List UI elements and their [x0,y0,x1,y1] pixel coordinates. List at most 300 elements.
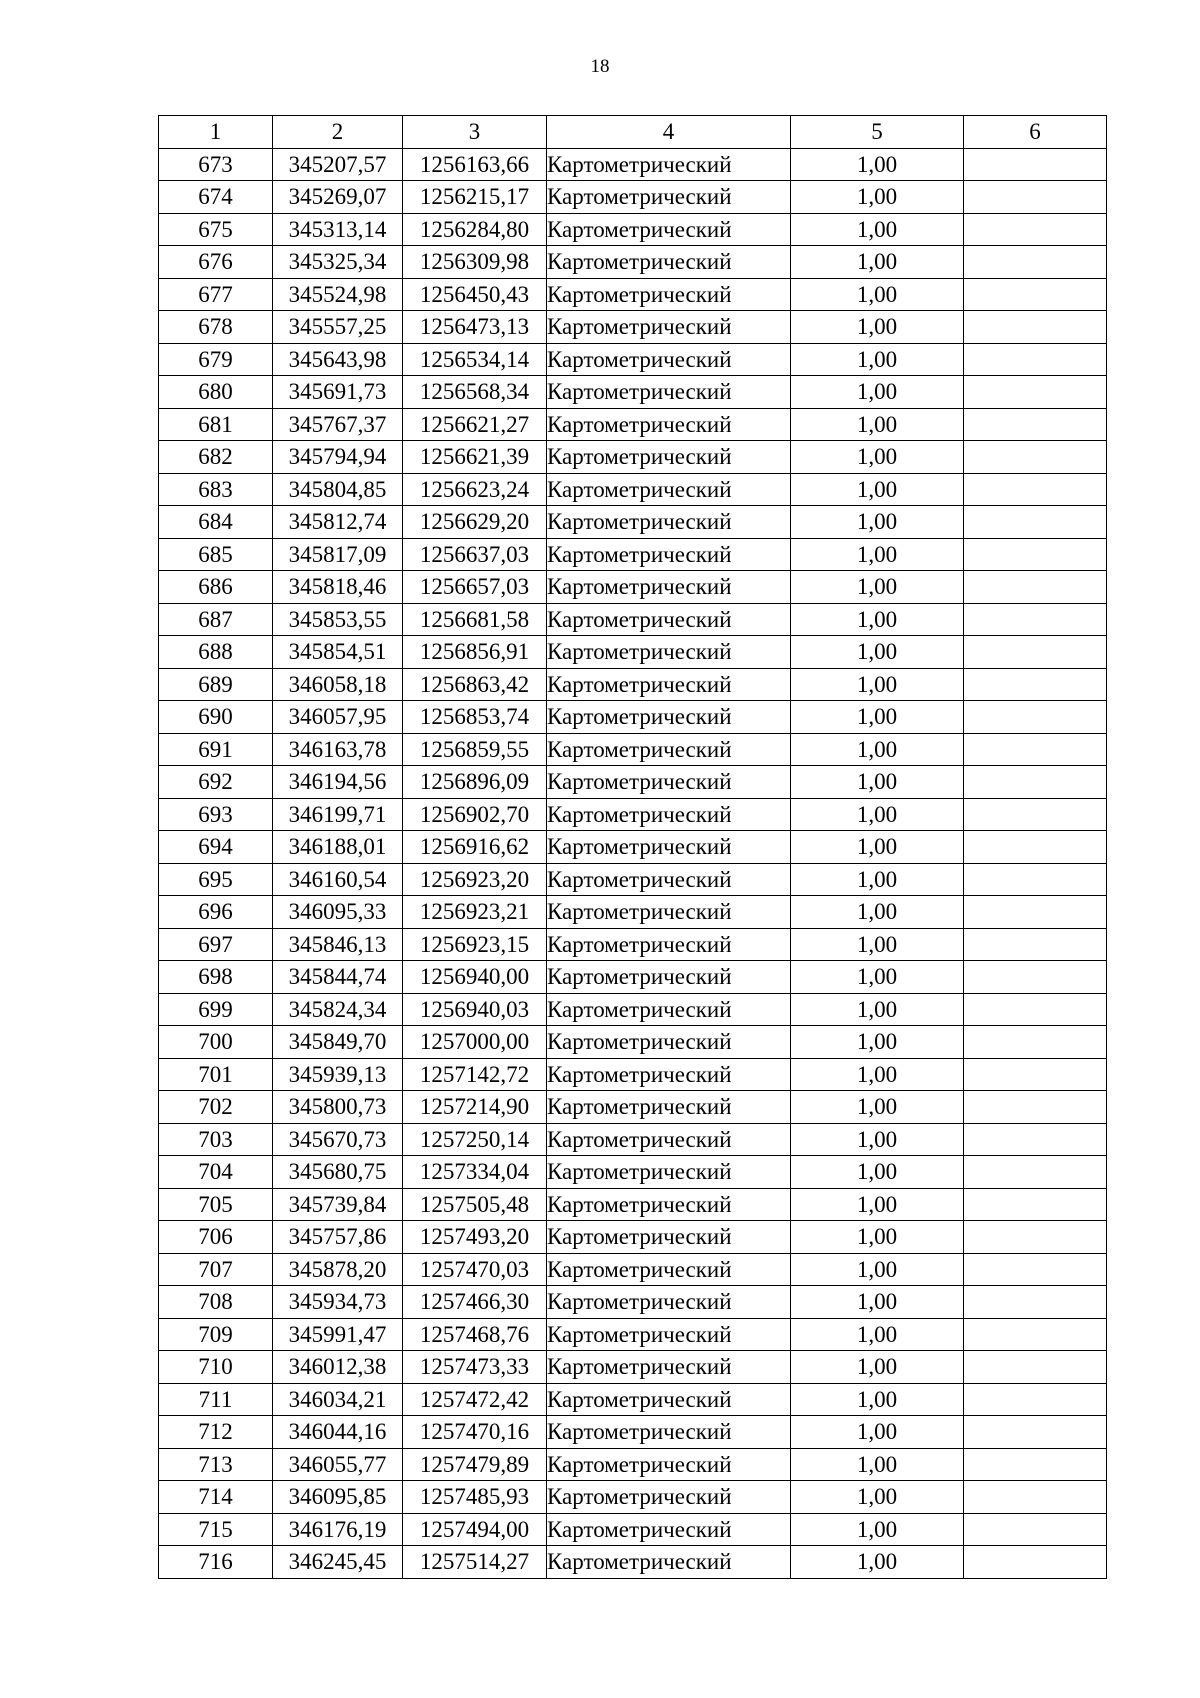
cell-accuracy: 1,00 [791,1091,964,1124]
cell-accuracy: 1,00 [791,311,964,344]
cell-accuracy: 1,00 [791,733,964,766]
cell-point-number: 676 [159,246,273,279]
cell-accuracy: 1,00 [791,1383,964,1416]
cell-note [964,506,1107,539]
column-header: 2 [273,116,403,149]
cell-x-coordinate: 345325,34 [273,246,403,279]
cell-y-coordinate: 1257470,03 [403,1253,547,1286]
cell-x-coordinate: 345824,34 [273,993,403,1026]
cell-method: Картометрический [547,1546,791,1579]
cell-accuracy: 1,00 [791,1481,964,1514]
cell-accuracy: 1,00 [791,798,964,831]
cell-y-coordinate: 1257142,72 [403,1058,547,1091]
table-row [159,863,1107,896]
cell-note [964,408,1107,441]
cell-y-coordinate: 1256923,15 [403,928,547,961]
cell-method: Картометрический [547,278,791,311]
cell-x-coordinate: 345757,86 [273,1221,403,1254]
cell-note [964,1481,1107,1514]
page-number: 18 [590,56,610,77]
cell-accuracy: 1,00 [791,1123,964,1156]
cell-x-coordinate: 345812,74 [273,506,403,539]
cell-x-coordinate: 346194,56 [273,766,403,799]
cell-method: Картометрический [547,766,791,799]
table-row [159,213,1107,246]
cell-point-number: 700 [159,1026,273,1059]
coordinates-table [158,115,1107,1579]
cell-method: Картометрический [547,603,791,636]
cell-y-coordinate: 1256916,62 [403,831,547,864]
cell-point-number: 715 [159,1513,273,1546]
cell-y-coordinate: 1257493,20 [403,1221,547,1254]
cell-method: Картометрический [547,1123,791,1156]
cell-method: Картометрический [547,928,791,961]
table-row [159,278,1107,311]
cell-point-number: 678 [159,311,273,344]
table-row [159,1481,1107,1514]
cell-note [964,343,1107,376]
cell-point-number: 687 [159,603,273,636]
cell-note [964,148,1107,181]
cell-accuracy: 1,00 [791,376,964,409]
cell-method: Картометрический [547,1416,791,1449]
cell-accuracy: 1,00 [791,213,964,246]
column-header: 4 [547,116,791,149]
cell-point-number: 679 [159,343,273,376]
cell-note [964,928,1107,961]
cell-method: Картометрический [547,1481,791,1514]
cell-note [964,538,1107,571]
cell-x-coordinate: 345878,20 [273,1253,403,1286]
table-row [159,1123,1107,1156]
table-row [159,668,1107,701]
cell-note [964,441,1107,474]
cell-method: Картометрический [547,148,791,181]
cell-note [964,961,1107,994]
cell-note [964,1253,1107,1286]
cell-x-coordinate: 345844,74 [273,961,403,994]
cell-x-coordinate: 346163,78 [273,733,403,766]
cell-point-number: 682 [159,441,273,474]
cell-note [964,668,1107,701]
cell-y-coordinate: 1256621,27 [403,408,547,441]
cell-x-coordinate: 345991,47 [273,1318,403,1351]
cell-accuracy: 1,00 [791,701,964,734]
cell-x-coordinate: 345680,75 [273,1156,403,1189]
cell-y-coordinate: 1256940,03 [403,993,547,1026]
column-header: 1 [159,116,273,149]
cell-y-coordinate: 1256657,03 [403,571,547,604]
cell-accuracy: 1,00 [791,896,964,929]
cell-accuracy: 1,00 [791,1546,964,1579]
cell-method: Картометрический [547,1156,791,1189]
cell-note [964,1188,1107,1221]
cell-point-number: 708 [159,1286,273,1319]
cell-y-coordinate: 1256940,00 [403,961,547,994]
cell-y-coordinate: 1257466,30 [403,1286,547,1319]
cell-note [964,603,1107,636]
cell-method: Картометрический [547,181,791,214]
cell-y-coordinate: 1256853,74 [403,701,547,734]
cell-point-number: 680 [159,376,273,409]
cell-note [964,831,1107,864]
cell-point-number: 692 [159,766,273,799]
cell-y-coordinate: 1256215,17 [403,181,547,214]
cell-point-number: 703 [159,1123,273,1156]
cell-method: Картометрический [547,831,791,864]
cell-point-number: 674 [159,181,273,214]
cell-method: Картометрический [547,441,791,474]
cell-accuracy: 1,00 [791,928,964,961]
cell-note [964,376,1107,409]
table-row [159,701,1107,734]
cell-note [964,1383,1107,1416]
cell-y-coordinate: 1257472,42 [403,1383,547,1416]
cell-note [964,213,1107,246]
cell-x-coordinate: 345739,84 [273,1188,403,1221]
cell-method: Картометрический [547,246,791,279]
cell-x-coordinate: 345934,73 [273,1286,403,1319]
cell-point-number: 699 [159,993,273,1026]
cell-point-number: 710 [159,1351,273,1384]
cell-accuracy: 1,00 [791,1253,964,1286]
table-row [159,571,1107,604]
cell-method: Картометрический [547,1058,791,1091]
cell-note [964,1448,1107,1481]
cell-point-number: 686 [159,571,273,604]
cell-accuracy: 1,00 [791,473,964,506]
cell-note [964,1123,1107,1156]
cell-x-coordinate: 345643,98 [273,343,403,376]
cell-y-coordinate: 1256629,20 [403,506,547,539]
table-row [159,896,1107,929]
table-row [159,1156,1107,1189]
cell-method: Картометрический [547,376,791,409]
cell-y-coordinate: 1256896,09 [403,766,547,799]
table-row [159,148,1107,181]
cell-x-coordinate: 345804,85 [273,473,403,506]
cell-y-coordinate: 1257468,76 [403,1318,547,1351]
cell-note [964,701,1107,734]
table-body [159,116,1107,1579]
table-row [159,1091,1107,1124]
cell-note [964,798,1107,831]
cell-note [964,863,1107,896]
cell-note [964,766,1107,799]
cell-point-number: 677 [159,278,273,311]
cell-method: Картометрический [547,343,791,376]
cell-point-number: 691 [159,733,273,766]
cell-accuracy: 1,00 [791,668,964,701]
table-row [159,831,1107,864]
cell-note [964,896,1107,929]
table-row [159,1286,1107,1319]
table-row [159,1188,1107,1221]
cell-y-coordinate: 1257479,89 [403,1448,547,1481]
table-row [159,538,1107,571]
cell-accuracy: 1,00 [791,1221,964,1254]
cell-point-number: 698 [159,961,273,994]
cell-x-coordinate: 345269,07 [273,181,403,214]
cell-x-coordinate: 345939,13 [273,1058,403,1091]
cell-point-number: 688 [159,636,273,669]
cell-method: Картометрический [547,961,791,994]
table-row [159,181,1107,214]
table-row [159,993,1107,1026]
cell-method: Картометрический [547,571,791,604]
cell-x-coordinate: 346095,85 [273,1481,403,1514]
cell-method: Картометрический [547,636,791,669]
cell-x-coordinate: 345313,14 [273,213,403,246]
cell-y-coordinate: 1256568,34 [403,376,547,409]
cell-accuracy: 1,00 [791,441,964,474]
cell-x-coordinate: 345524,98 [273,278,403,311]
cell-x-coordinate: 345854,51 [273,636,403,669]
cell-method: Картометрический [547,1188,791,1221]
cell-accuracy: 1,00 [791,1156,964,1189]
cell-accuracy: 1,00 [791,538,964,571]
cell-y-coordinate: 1257334,04 [403,1156,547,1189]
table-row [159,798,1107,831]
cell-point-number: 711 [159,1383,273,1416]
cell-accuracy: 1,00 [791,863,964,896]
cell-accuracy: 1,00 [791,1513,964,1546]
cell-note [964,181,1107,214]
cell-note [964,1351,1107,1384]
cell-y-coordinate: 1257485,93 [403,1481,547,1514]
table-row [159,928,1107,961]
cell-x-coordinate: 346044,16 [273,1416,403,1449]
table-row [159,408,1107,441]
cell-accuracy: 1,00 [791,181,964,214]
cell-x-coordinate: 346188,01 [273,831,403,864]
cell-x-coordinate: 346176,19 [273,1513,403,1546]
cell-note [964,278,1107,311]
cell-point-number: 695 [159,863,273,896]
cell-method: Картометрический [547,733,791,766]
column-header: 5 [791,116,964,149]
cell-method: Картометрический [547,311,791,344]
cell-method: Картометрический [547,1026,791,1059]
table-row [159,1383,1107,1416]
cell-note [964,1156,1107,1189]
cell-y-coordinate: 1257514,27 [403,1546,547,1579]
cell-accuracy: 1,00 [791,1026,964,1059]
cell-note [964,733,1107,766]
cell-accuracy: 1,00 [791,148,964,181]
cell-point-number: 713 [159,1448,273,1481]
cell-method: Картометрический [547,1253,791,1286]
cell-point-number: 684 [159,506,273,539]
cell-note [964,311,1107,344]
cell-accuracy: 1,00 [791,636,964,669]
cell-accuracy: 1,00 [791,1448,964,1481]
table-row [159,1253,1107,1286]
cell-x-coordinate: 345846,13 [273,928,403,961]
cell-point-number: 701 [159,1058,273,1091]
cell-accuracy: 1,00 [791,766,964,799]
cell-method: Картометрический [547,1383,791,1416]
cell-point-number: 683 [159,473,273,506]
cell-method: Картометрический [547,473,791,506]
cell-accuracy: 1,00 [791,1188,964,1221]
table-row [159,1448,1107,1481]
cell-y-coordinate: 1257470,16 [403,1416,547,1449]
cell-y-coordinate: 1256284,80 [403,213,547,246]
cell-y-coordinate: 1256623,24 [403,473,547,506]
cell-note [964,1286,1107,1319]
table-row [159,506,1107,539]
cell-accuracy: 1,00 [791,408,964,441]
cell-x-coordinate: 345691,73 [273,376,403,409]
cell-note [964,1318,1107,1351]
cell-y-coordinate: 1257473,33 [403,1351,547,1384]
cell-point-number: 714 [159,1481,273,1514]
cell-point-number: 705 [159,1188,273,1221]
cell-x-coordinate: 345670,73 [273,1123,403,1156]
cell-x-coordinate: 345817,09 [273,538,403,571]
cell-note [964,636,1107,669]
cell-accuracy: 1,00 [791,1416,964,1449]
table-row [159,1221,1107,1254]
cell-y-coordinate: 1256450,43 [403,278,547,311]
table-row [159,1351,1107,1384]
cell-point-number: 696 [159,896,273,929]
cell-x-coordinate: 346199,71 [273,798,403,831]
cell-y-coordinate: 1256923,21 [403,896,547,929]
cell-y-coordinate: 1256637,03 [403,538,547,571]
cell-note [964,1416,1107,1449]
cell-x-coordinate: 346058,18 [273,668,403,701]
cell-accuracy: 1,00 [791,246,964,279]
cell-y-coordinate: 1256863,42 [403,668,547,701]
cell-accuracy: 1,00 [791,831,964,864]
cell-accuracy: 1,00 [791,506,964,539]
table-row [159,1416,1107,1449]
cell-point-number: 707 [159,1253,273,1286]
cell-x-coordinate: 345794,94 [273,441,403,474]
cell-method: Картометрический [547,213,791,246]
cell-accuracy: 1,00 [791,343,964,376]
table-row [159,1026,1107,1059]
cell-accuracy: 1,00 [791,603,964,636]
cell-accuracy: 1,00 [791,1351,964,1384]
cell-y-coordinate: 1256856,91 [403,636,547,669]
cell-method: Картометрический [547,506,791,539]
cell-note [964,1546,1107,1579]
cell-x-coordinate: 346095,33 [273,896,403,929]
cell-point-number: 693 [159,798,273,831]
column-header: 3 [403,116,547,149]
table-header-row [159,116,1107,149]
table-row [159,343,1107,376]
cell-point-number: 673 [159,148,273,181]
cell-accuracy: 1,00 [791,1058,964,1091]
cell-x-coordinate: 345849,70 [273,1026,403,1059]
cell-y-coordinate: 1256681,58 [403,603,547,636]
cell-note [964,571,1107,604]
cell-accuracy: 1,00 [791,961,964,994]
table-row [159,1513,1107,1546]
cell-point-number: 704 [159,1156,273,1189]
cell-x-coordinate: 346245,45 [273,1546,403,1579]
cell-method: Картометрический [547,1351,791,1384]
cell-accuracy: 1,00 [791,1286,964,1319]
cell-accuracy: 1,00 [791,278,964,311]
cell-x-coordinate: 345207,57 [273,148,403,181]
cell-x-coordinate: 346057,95 [273,701,403,734]
table-row [159,311,1107,344]
cell-x-coordinate: 346012,38 [273,1351,403,1384]
cell-x-coordinate: 345818,46 [273,571,403,604]
cell-method: Картометрический [547,1091,791,1124]
cell-method: Картометрический [547,701,791,734]
table-row [159,766,1107,799]
cell-y-coordinate: 1256163,66 [403,148,547,181]
cell-x-coordinate: 346034,21 [273,1383,403,1416]
cell-point-number: 702 [159,1091,273,1124]
cell-x-coordinate: 345557,25 [273,311,403,344]
cell-note [964,993,1107,1026]
cell-point-number: 709 [159,1318,273,1351]
cell-y-coordinate: 1256621,39 [403,441,547,474]
table-row [159,733,1107,766]
cell-point-number: 685 [159,538,273,571]
cell-x-coordinate: 346055,77 [273,1448,403,1481]
cell-x-coordinate: 345767,37 [273,408,403,441]
cell-method: Картометрический [547,863,791,896]
cell-y-coordinate: 1256309,98 [403,246,547,279]
table-row [159,1318,1107,1351]
cell-method: Картометрический [547,1221,791,1254]
cell-y-coordinate: 1256902,70 [403,798,547,831]
cell-method: Картометрический [547,668,791,701]
cell-method: Картометрический [547,993,791,1026]
cell-y-coordinate: 1257494,00 [403,1513,547,1546]
table-row [159,473,1107,506]
cell-y-coordinate: 1256534,14 [403,343,547,376]
table-row [159,441,1107,474]
cell-method: Картометрический [547,1448,791,1481]
cell-point-number: 681 [159,408,273,441]
cell-method: Картометрический [547,1318,791,1351]
table-row [159,961,1107,994]
cell-y-coordinate: 1256923,20 [403,863,547,896]
cell-point-number: 690 [159,701,273,734]
cell-method: Картометрический [547,1513,791,1546]
cell-y-coordinate: 1257505,48 [403,1188,547,1221]
table-row [159,1546,1107,1579]
cell-x-coordinate: 345800,73 [273,1091,403,1124]
table-row [159,376,1107,409]
cell-method: Картометрический [547,538,791,571]
table-row [159,636,1107,669]
cell-x-coordinate: 346160,54 [273,863,403,896]
cell-y-coordinate: 1256859,55 [403,733,547,766]
cell-method: Картометрический [547,408,791,441]
cell-point-number: 712 [159,1416,273,1449]
cell-y-coordinate: 1256473,13 [403,311,547,344]
cell-method: Картометрический [547,798,791,831]
table-row [159,1058,1107,1091]
cell-y-coordinate: 1257214,90 [403,1091,547,1124]
cell-method: Картометрический [547,896,791,929]
cell-accuracy: 1,00 [791,993,964,1026]
cell-method: Картометрический [547,1286,791,1319]
cell-note [964,1221,1107,1254]
cell-point-number: 706 [159,1221,273,1254]
cell-point-number: 675 [159,213,273,246]
